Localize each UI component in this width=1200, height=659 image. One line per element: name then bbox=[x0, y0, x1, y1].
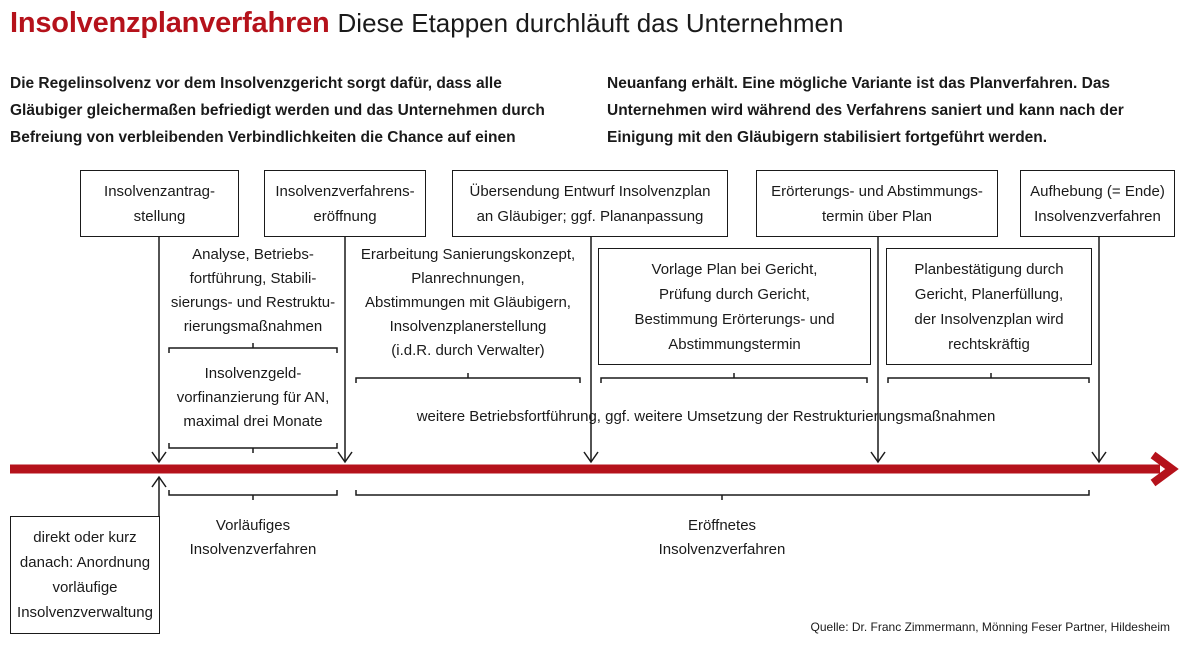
milestone-eroerterung: Erörterungs- und Abstimmungs- termin über Plan bbox=[756, 170, 998, 237]
milestone-insolvenzantrag: Insolvenzantrag- stellung bbox=[80, 170, 239, 237]
activity-fortfuehrung: weitere Betriebsfortführung, ggf. weitere Umsetzung der Restrukturierungsmaßnahmen bbox=[416, 408, 996, 425]
source-credit: Quelle: Dr. Franc Zimmermann, Mönning Feser Partner, Hildesheim bbox=[810, 620, 1170, 634]
brace-vorlage bbox=[601, 373, 867, 383]
activity-erarbeitung: Erarbeitung Sanierungskonzept, Planrechnungen, Abstimmungen mit Gläubigern, Insolvenzplanerstellung (i.d.R. durch Verwalter) bbox=[360, 246, 576, 359]
activity-analysis: Analyse, Betriebs- fortführung, Stabili- sierungs- und Restruktu- rierungsmaßnahmen bbox=[170, 246, 336, 335]
activity-vorlage: Vorlage Plan bei Gericht, Prüfung durch Gericht, Bestimmung Erörterungs- und Abstimmungstermin bbox=[598, 248, 871, 365]
milestone-aufhebung: Aufhebung (= Ende) Insolvenzverfahren bbox=[1020, 170, 1175, 237]
phase-eroeffnet: Eröffnetes Insolvenzverfahren bbox=[658, 517, 786, 558]
title-main: Insolvenzplanverfahren bbox=[10, 7, 330, 39]
brace-bestaetigung bbox=[888, 373, 1089, 383]
intro-line: Die Regelinsolvenz vor dem Insolvenzgericht sorgt dafür, dass alle bbox=[10, 75, 502, 92]
brace-vorlaeufig bbox=[169, 490, 337, 500]
title-sub: Diese Etappen durchläuft das Unternehmen bbox=[337, 8, 844, 38]
brace-insolvenzgeld bbox=[169, 443, 337, 453]
intro-line: Neuanfang erhält. Eine mögliche Variante ist das Planverfahren. Das bbox=[607, 75, 1111, 92]
note-vorlaeufige-verwaltung: direkt oder kurz danach: Anordnung vorläufige Insolvenzverwaltung bbox=[10, 516, 160, 634]
milestone-uebersendung: Übersendung Entwurf Insolvenzplan an Gläubiger; ggf. Plananpassung bbox=[452, 170, 728, 237]
phase-vorlaeufig: Vorläufiges Insolvenzverfahren bbox=[189, 517, 317, 558]
intro-line: Unternehmen wird während des Verfahrens saniert und kann nach der bbox=[607, 102, 1124, 119]
activity-bestaetigung: Planbestätigung durch Gericht, Planerfüllung, der Insolvenzplan wird rechtskräftig bbox=[886, 248, 1092, 365]
intro-line: Einigung mit den Gläubigern stabilisiert fortgeführt werden. bbox=[607, 129, 1048, 146]
brace-erarbeitung bbox=[356, 373, 580, 383]
brace-eroeffnet bbox=[356, 490, 1089, 500]
activity-insolvenzgeld: Insolvenzgeld- vorfinanzierung für AN, maximal drei Monate bbox=[176, 365, 330, 430]
intro-line: Befreiung von verbleibenden Verbindlichkeiten die Chance auf einen bbox=[10, 129, 516, 146]
intro-line: Gläubiger gleichermaßen befriedigt werden und das Unternehmen durch bbox=[10, 102, 545, 119]
brace-analysis bbox=[169, 343, 337, 353]
milestone-eroeffnung: Insolvenzverfahrens- eröffnung bbox=[264, 170, 426, 237]
